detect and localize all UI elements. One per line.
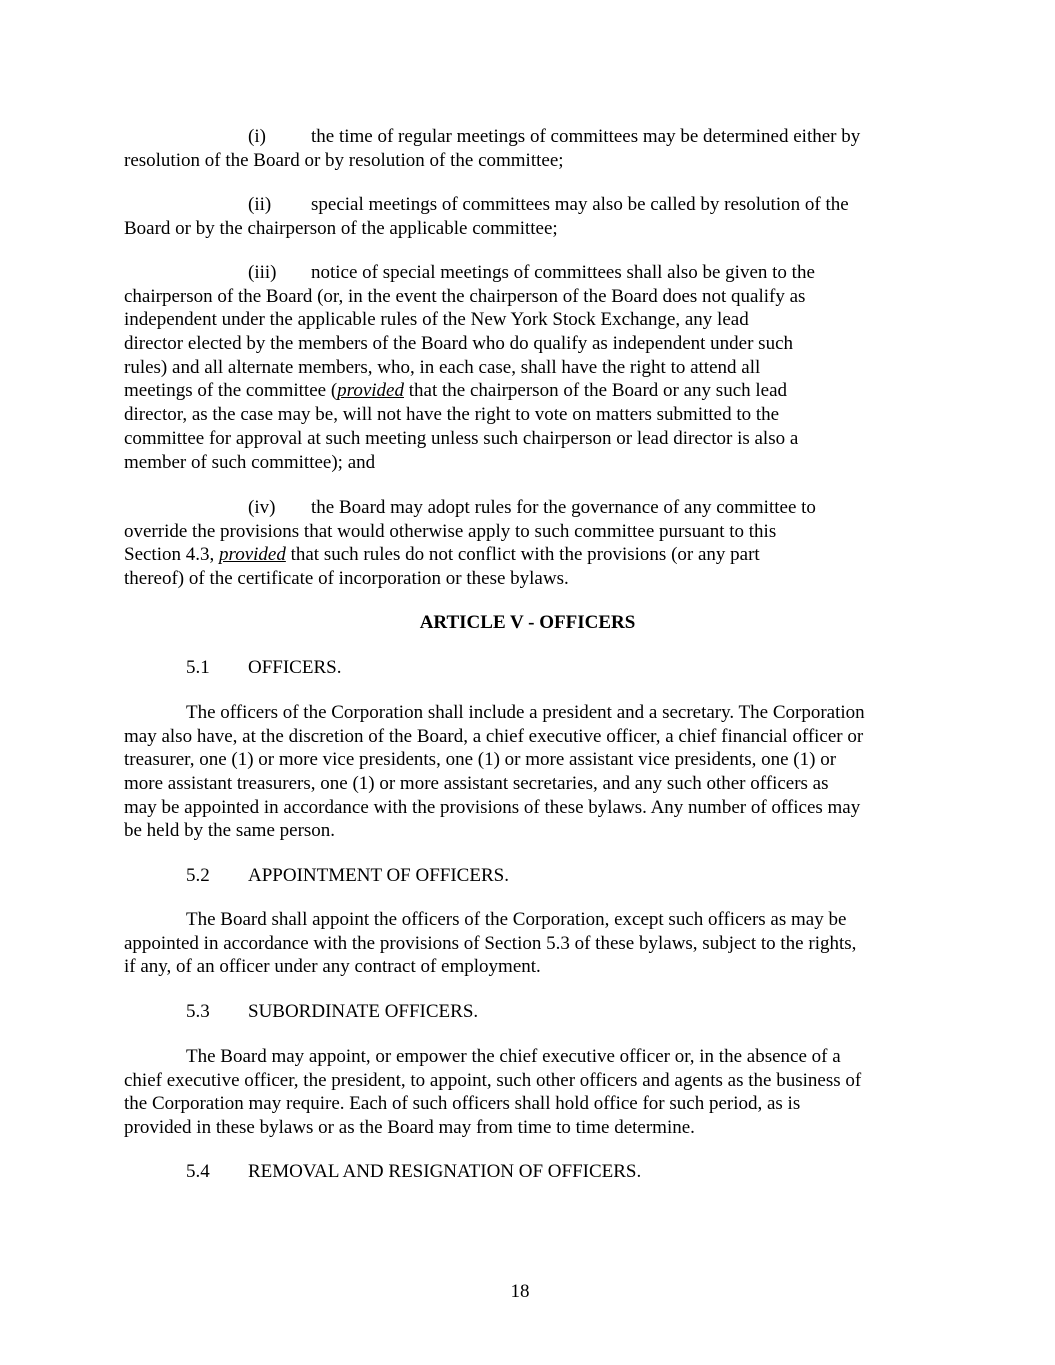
- text-segment: director, as the case may be, will not have the right to vote on matters submitted to the: [124, 404, 780, 426]
- text-segment: chairperson of the Board (or, in the event the chairperson of the Board does not qualify as: [124, 285, 806, 307]
- text-line: [124, 1069, 944, 1093]
- article-heading: ARTICLE V - OFFICERS: [419, 612, 636, 633]
- section-5-3-body: [124, 1045, 944, 1140]
- text-segment: the time of regular meetings of committees may be determined either by: [311, 126, 861, 147]
- text-segment: notice of special meetings of committees shall also be given to the: [311, 262, 815, 283]
- section-number: 5.4: [186, 1161, 210, 1182]
- text-line: [124, 932, 944, 956]
- text-line: [124, 796, 944, 820]
- text-segment: that the chairperson of the Board or any such lead: [404, 380, 788, 402]
- text-segment: be held by the same person.: [124, 820, 336, 842]
- section-number: 5.2: [186, 865, 210, 886]
- text-segment: override the provisions that would otherwise apply to such committee pursuant to this: [124, 520, 777, 542]
- text-segment: may also have, at the discretion of the Board, a chief executive officer, a chief financial officer or: [124, 725, 864, 747]
- text-line: [124, 149, 944, 173]
- section-title: REMOVAL AND RESIGNATION OF OFFICERS.: [248, 1161, 642, 1182]
- item-iii: [124, 261, 944, 474]
- text-segment: if any, of an officer under any contract of employment.: [124, 956, 541, 978]
- item-label: (ii): [248, 194, 272, 215]
- section-number: 5.1: [186, 657, 210, 678]
- item-iv: [124, 496, 944, 591]
- text-segment: Board or by the chairperson of the applicable committee;: [124, 217, 558, 239]
- section-title: OFFICERS.: [248, 657, 342, 678]
- text-segment: rules) and all alternate members, who, in each case, shall have the right to attend all: [124, 356, 761, 378]
- text-line: [124, 908, 944, 932]
- text-line: [124, 193, 944, 217]
- text-segment: committee for approval at such meeting unless such chairperson or lead director is also a: [124, 427, 799, 449]
- text-line: [124, 125, 944, 149]
- text-segment: The Board may appoint, or empower the chief executive officer or, in the absence of a: [186, 1046, 841, 1067]
- text-segment: the Board may adopt rules for the governance of any committee to: [311, 497, 816, 518]
- text-segment: special meetings of committees may also be called by resolution of the: [311, 194, 849, 215]
- item-ii: [124, 193, 944, 240]
- text-segment: chief executive officer, the president, to appoint, such other officers and agents as the business of: [124, 1069, 862, 1091]
- section-title: APPOINTMENT OF OFFICERS.: [248, 865, 509, 886]
- section-number: 5.3: [186, 1001, 210, 1022]
- emphasis-provided: provided: [219, 544, 286, 566]
- text-segment: Section 4.3,: [124, 544, 219, 566]
- text-line: [124, 379, 944, 403]
- text-line: [124, 520, 944, 544]
- item-label: (iv): [248, 497, 276, 518]
- section-5-2-heading: [186, 864, 509, 888]
- text-segment: thereof) of the certificate of incorporation or these bylaws.: [124, 568, 569, 590]
- text-line: [124, 1116, 944, 1140]
- text-line: [124, 1092, 944, 1116]
- text-line: [124, 748, 944, 772]
- text-line: [124, 332, 944, 356]
- text-segment: appointed in accordance with the provisions of Section 5.3 of these bylaws, subject to the rights,: [124, 932, 857, 954]
- text-line: [124, 701, 944, 725]
- text-line: [124, 451, 944, 475]
- text-line: [124, 567, 944, 591]
- text-line: [124, 285, 944, 309]
- text-line: [124, 819, 944, 843]
- text-segment: The Board shall appoint the officers of the Corporation, except such officers as may be: [186, 909, 847, 930]
- text-segment: that such rules do not conflict with the provisions (or any part: [285, 544, 760, 566]
- text-line: [124, 955, 944, 979]
- item-i: [124, 125, 944, 172]
- section-5-1-body: [124, 701, 944, 843]
- text-segment: provided in these bylaws or as the Board may from time to time determine.: [124, 1117, 695, 1139]
- text-segment: may be appointed in accordance with the provisions of these bylaws. Any number of offices may: [124, 796, 861, 818]
- text-line: [124, 261, 944, 285]
- text-segment: treasurer, one (1) or more vice presidents, one (1) or more assistant vice presidents, one (1) or: [124, 749, 837, 771]
- text-segment: the Corporation may require. Each of such officers shall hold office for such period, as is: [124, 1093, 801, 1115]
- text-line: [124, 543, 944, 567]
- section-5-1-heading: [186, 656, 341, 680]
- text-line: [124, 356, 944, 380]
- text-segment: The officers of the Corporation shall include a president and a secretary. The Corporation: [186, 702, 865, 723]
- item-label: (iii): [248, 262, 277, 283]
- text-segment: director elected by the members of the Board who do qualify as independent under such: [124, 333, 794, 355]
- text-line: [124, 308, 944, 332]
- text-segment: member of such committee); and: [124, 451, 376, 473]
- text-segment: meetings of the committee (: [124, 380, 338, 402]
- page-number: 18: [510, 1281, 530, 1302]
- text-line: [124, 427, 944, 451]
- section-5-2-body: [124, 908, 944, 979]
- text-line: [124, 772, 944, 796]
- section-5-3-heading: [186, 1000, 478, 1024]
- text-segment: independent under the applicable rules of the New York Stock Exchange, any lead: [124, 309, 749, 331]
- section-5-4-heading: [186, 1160, 641, 1184]
- text-line: [124, 217, 944, 241]
- text-segment: more assistant treasurers, one (1) or more assistant secretaries, and any such other officers as: [124, 773, 829, 795]
- emphasis-provided: provided: [337, 380, 404, 402]
- item-label: (i): [248, 126, 266, 147]
- text-line: [124, 725, 944, 749]
- text-line: [124, 403, 944, 427]
- text-line: [124, 1045, 944, 1069]
- section-title: SUBORDINATE OFFICERS.: [248, 1001, 479, 1022]
- text-line: [124, 496, 944, 520]
- text-segment: resolution of the Board or by resolution of the committee;: [124, 149, 564, 171]
